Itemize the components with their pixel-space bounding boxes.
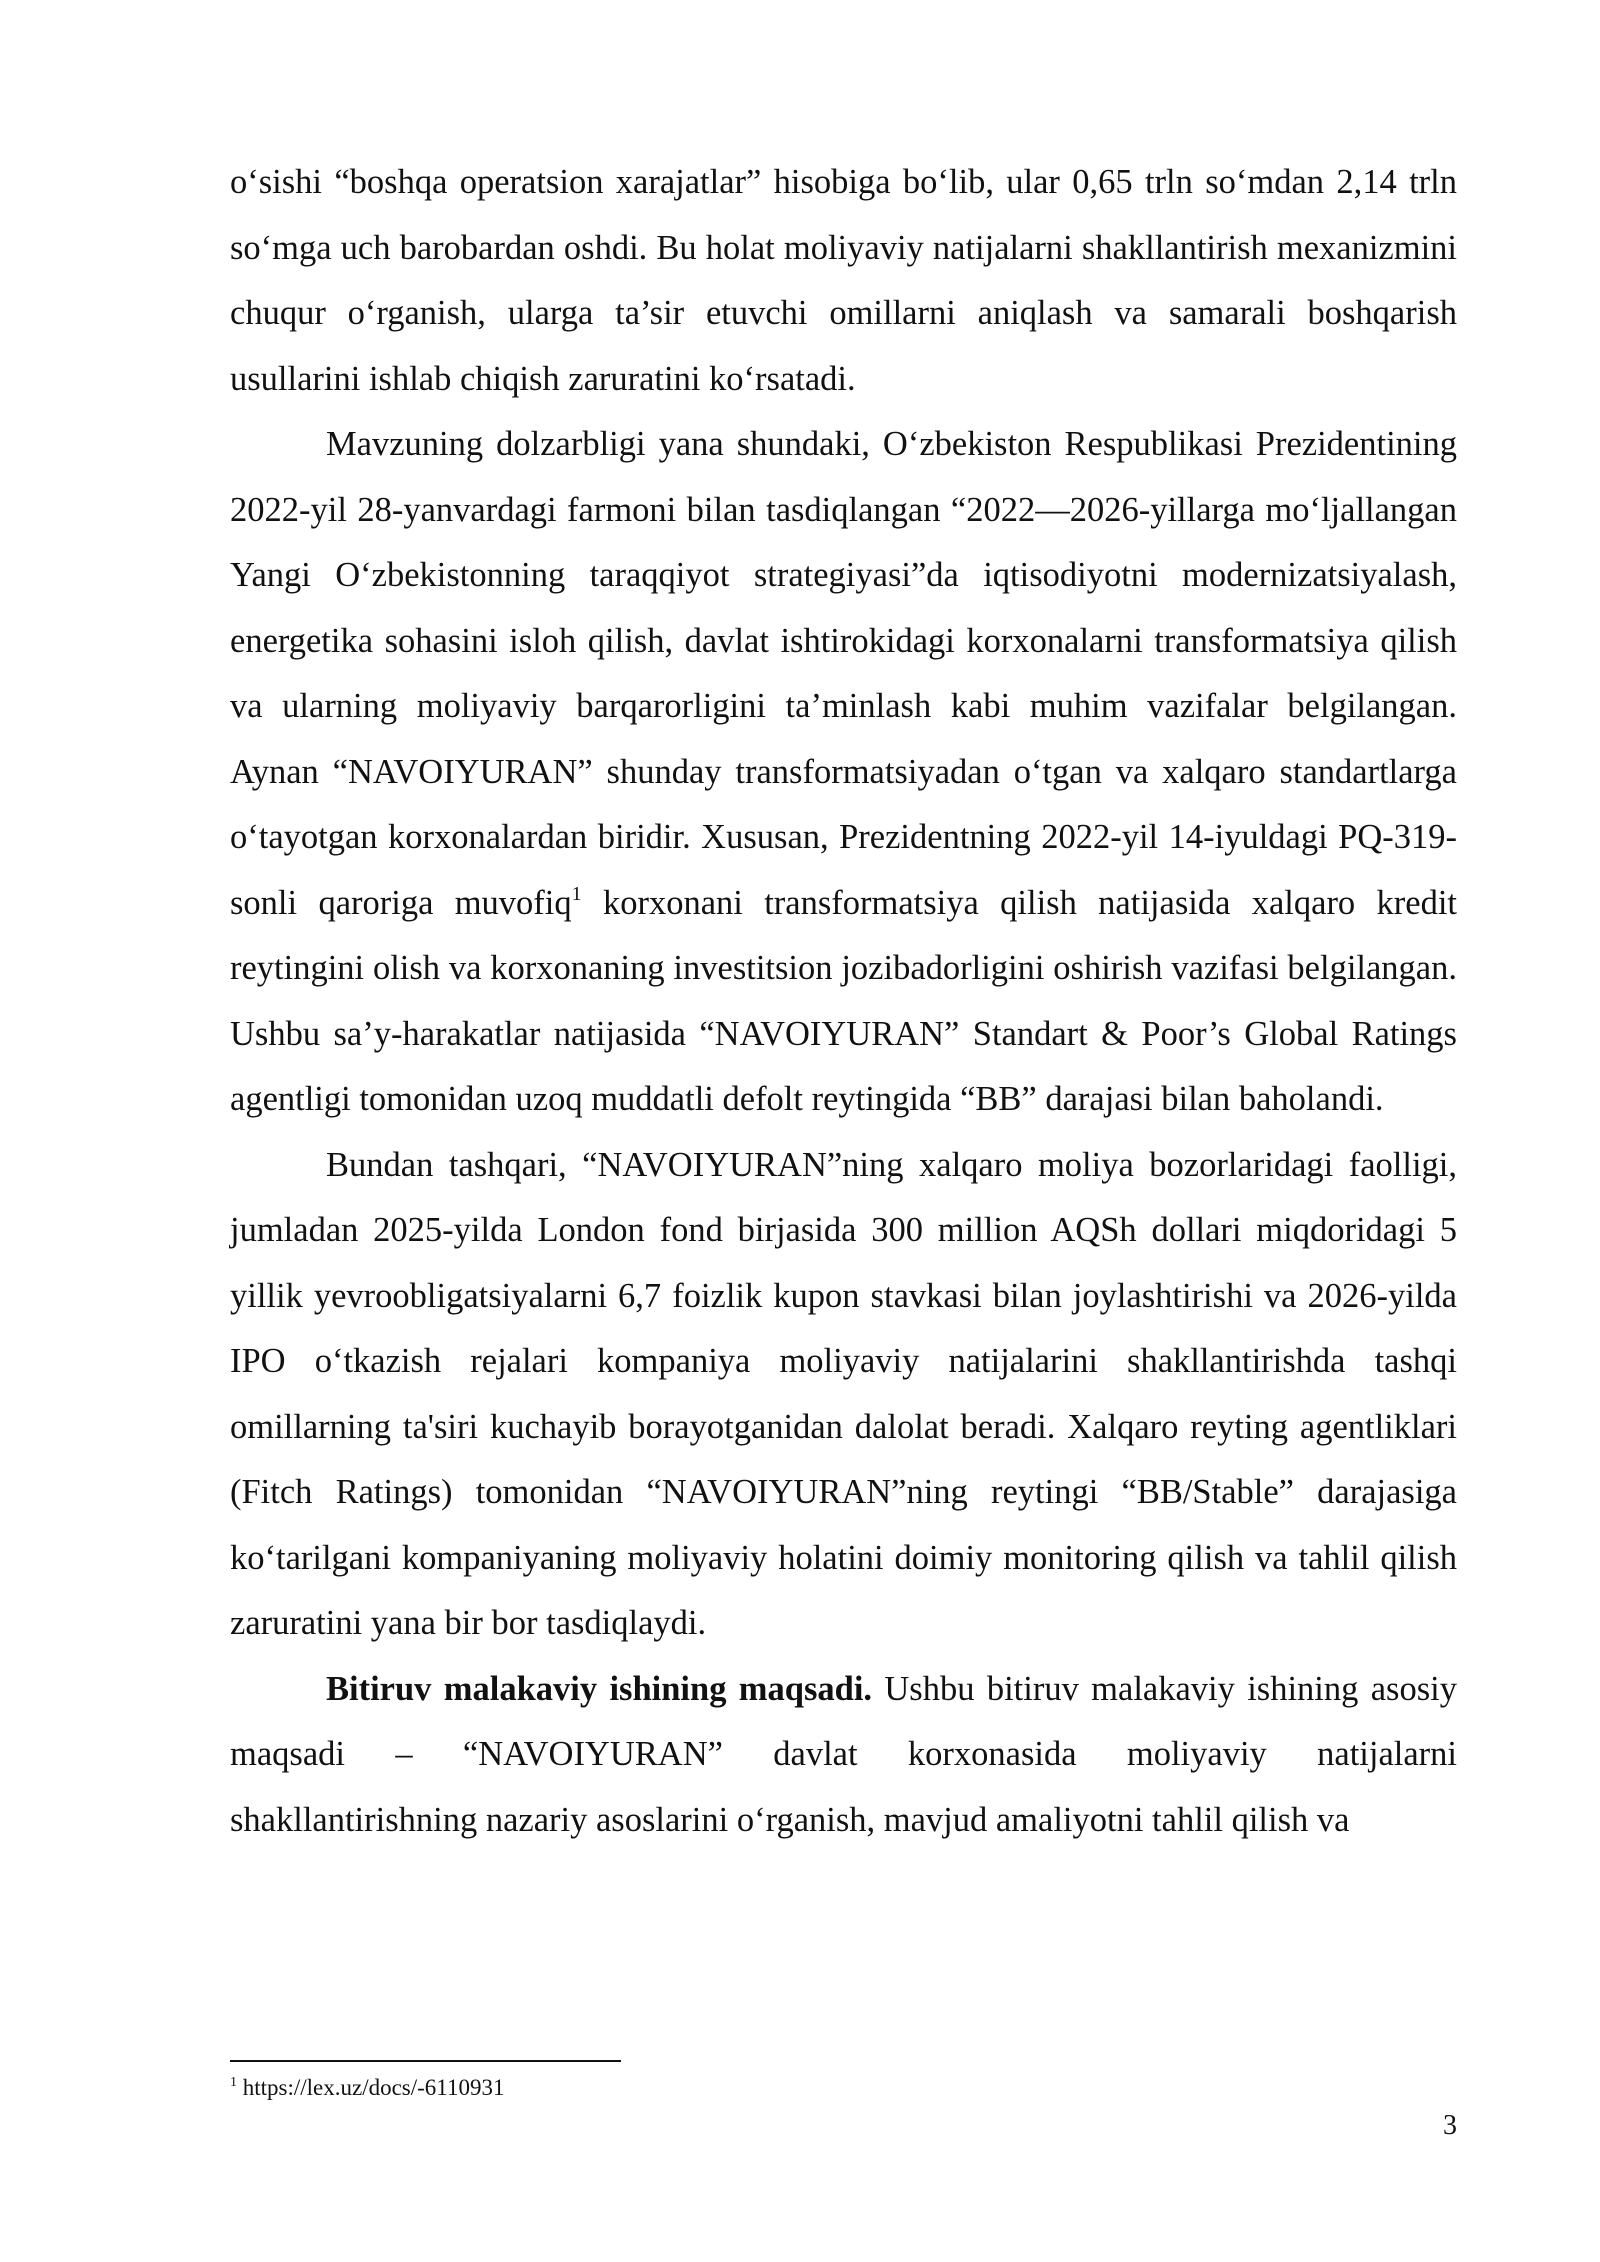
footnote: [230, 2073, 504, 2103]
paragraph-text: Ushbu bitiruv malakaviy ishining asosiy maqsadi – “NAVOIYURAN” davlat korxonasida moliyaviy natijalarni shakllantirishning nazariy asoslarini o‘rganish, mavjud amaliyotni tahlil qilish va: [230, 1669, 1457, 1839]
paragraph-text: Mavzuning dolzarbligi yana shundaki, O‘zbekiston Respublikasi Prezidentining 2022-yil 28-yanvardagi farmoni bilan tasdiqlangan “2022—2026-yillarga mo‘ljallangan Yangi O‘zbekistonning taraqqiyot strategiyasi”da iqtisodiyotni modernizatsiyalash, energetika sohasini isloh qilish, davlat ishtirokidagi korxonalarni transformatsiya qilish va ularning moliyaviy barqarorligini ta’minlash kabi muhim vazifalar belgilangan. Aynan “NAVOIYURAN” shunday transformatsiyadan o‘tgan va xalqaro standartlarga o‘tayotgan korxonalardan biridir. Xususan, Prezidentning 2022-yil 14-iyuldagi PQ-319-sonli qaroriga muvofiq: [230, 425, 1457, 922]
paragraph-text: korxonani transformatsiya qilish natijasida xalqaro kredit reytingini olish va korxonaning investitsion jozibadorligini oshirish vazifasi belgilangan. Ushbu sa’y-harakatlar natijasida “NAVOIYURAN” Standart & Poor’s Global Ratings agentligi tomonidan uzoq muddatli defolt reytingida “BB” darajasi bilan baholandi.: [230, 883, 1457, 1118]
footnote-reference[interactable]: 1: [571, 882, 582, 905]
document-body: [230, 150, 1457, 1853]
section-heading-goal: Bitiruv malakaviy ishining maqsadi.: [326, 1669, 873, 1708]
paragraph-goal: [230, 1657, 1457, 1854]
paragraph-continuation: [230, 150, 1457, 412]
footnote-link[interactable]: https://lex.uz/docs/-6110931: [237, 2075, 505, 2100]
paragraph-relevance: [230, 412, 1457, 1133]
footnote-mark: 1: [230, 2075, 237, 2090]
paragraph-international-markets: [230, 1133, 1457, 1657]
footnote-separator: [230, 2060, 621, 2062]
page-number: 3: [1443, 2110, 1457, 2141]
paragraph-text: o‘sishi “boshqa operatsion xarajatlar” hisobiga bo‘lib, ular 0,65 trln so‘mdan 2,14 trln so‘mga uch barobardan oshdi. Bu holat moliyaviy natijalarni shakllantirish mexanizmini chuqur o‘rganish, ularga ta’sir etuvchi omillarni aniqlash va samarali boshqarish usullarini ishlab chiqish zaruratini ko‘rsatadi.: [230, 163, 1457, 398]
paragraph-text: Bundan tashqari, “NAVOIYURAN”ning xalqaro moliya bozorlaridagi faolligi, jumladan 2025-yilda London fond birjasida 300 million AQSh dollari miqdoridagi 5 yillik yevroobligatsiyalarni 6,7 foizlik kupon stavkasi bilan joylashtirishi va 2026-yilda IPO o‘tkazish rejalari kompaniya moliyaviy natijalarini shakllantirishda tashqi omillarning ta'siri kuchayib borayotganidan dalolat beradi. Xalqaro reyting agentliklari (Fitch Ratings) tomonidan “NAVOIYURAN”ning reytingi “BB/Stable” darajasiga ko‘tarilgani kompaniyaning moliyaviy holatini doimiy monitoring qilish va tahlil qilish zaruratini yana bir bor tasdiqlaydi.: [230, 1145, 1457, 1642]
